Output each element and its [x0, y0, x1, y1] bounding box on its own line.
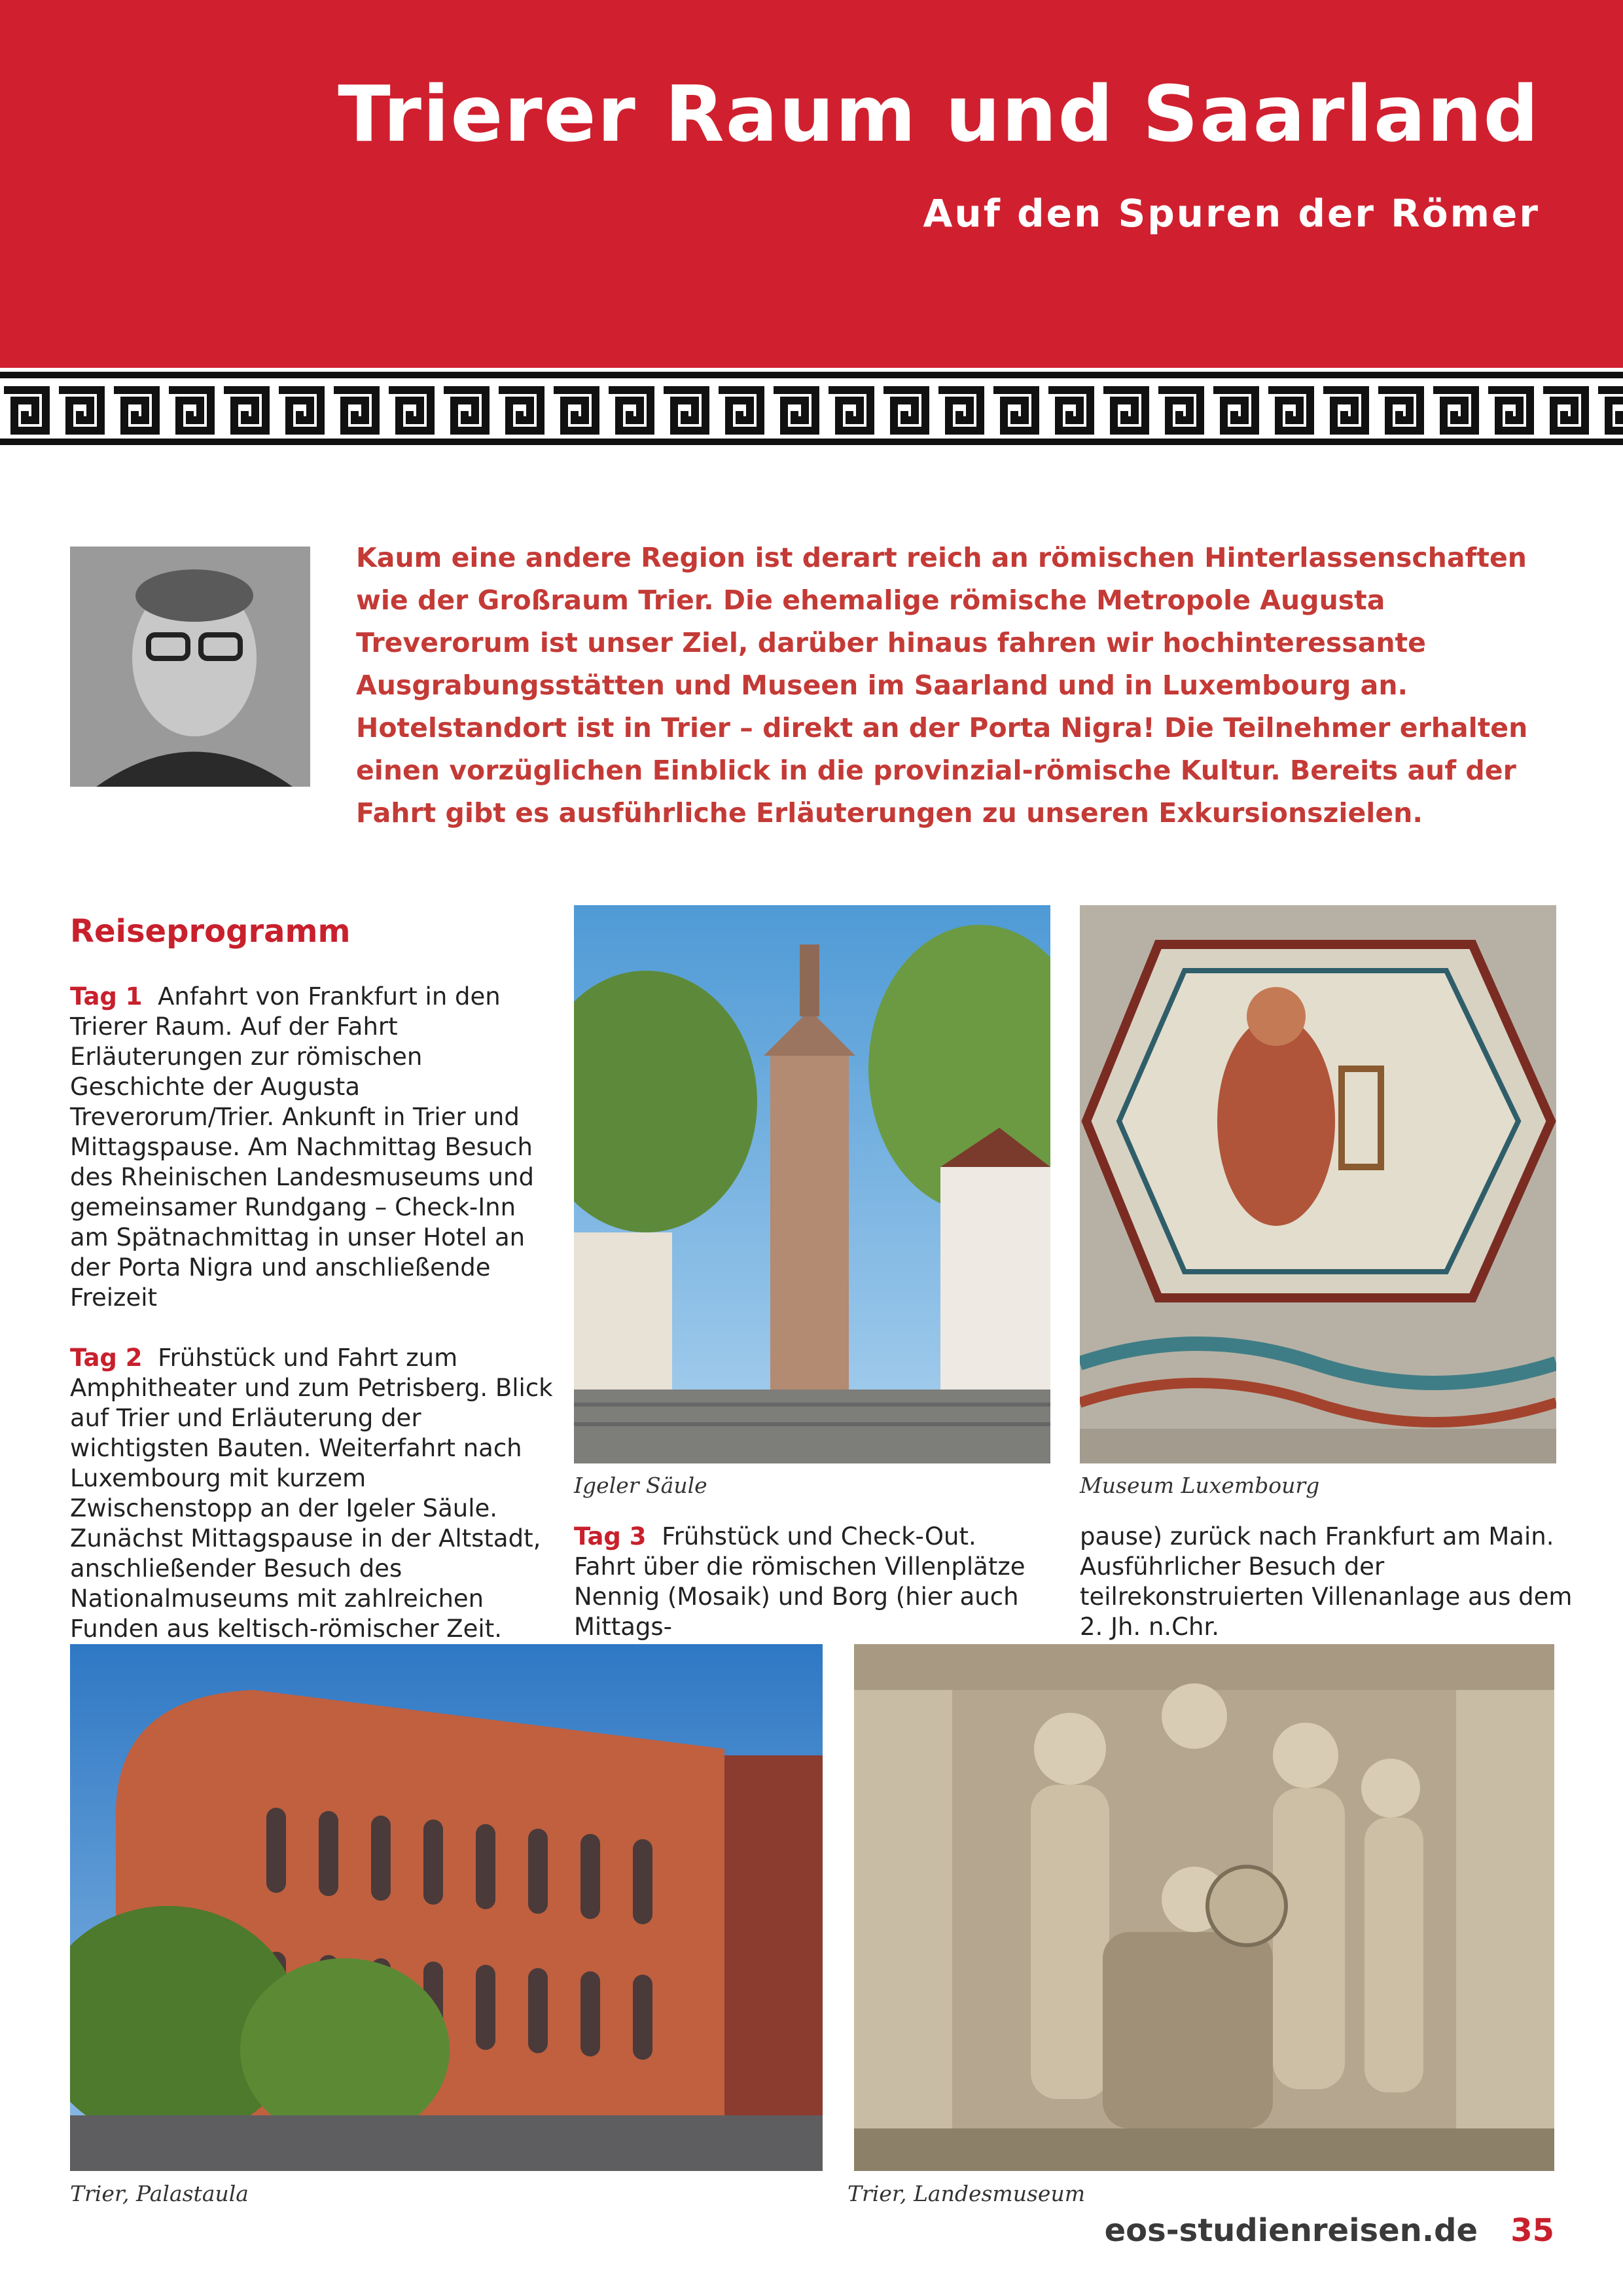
- portrait-photo: [70, 547, 310, 787]
- meander-border: [0, 372, 1623, 445]
- day-tag: Tag 1: [70, 982, 143, 1011]
- header-banner: [0, 0, 1623, 368]
- basilica-caption: Trier, Palastaula: [70, 2181, 249, 2206]
- relief-caption: Trier, Landesmuseum: [847, 2181, 1085, 2206]
- day-text: Frühstück und Check-Out. Fahrt über die römischen Villenplätze Nennig (Mosaik) und Borg (hier auch Mittags-: [574, 1522, 1026, 1641]
- day-entry: [70, 1343, 554, 1674]
- page-title: Trierer Raum und Saarland: [338, 69, 1540, 159]
- day-tag: Tag 2: [70, 1344, 143, 1372]
- program-heading: Reiseprogramm: [70, 913, 351, 950]
- day-text-continuation: pause) zurück nach Frankfurt am Main. Ausführlicher Besuch der teilrekonstruierten Villenanlage aus dem 2. Jh. n.Chr.: [1080, 1522, 1573, 1641]
- mosaic-caption: Museum Luxembourg: [1080, 1473, 1320, 1498]
- program-column-3: [1080, 1522, 1577, 1642]
- mosaic-photo: [1080, 905, 1556, 1463]
- relief-photo: [854, 1644, 1554, 2171]
- day-entry: [574, 1522, 1045, 1642]
- program-column-1: [70, 982, 554, 1704]
- day-entry: [70, 982, 554, 1313]
- footer-website: eos-studienreisen.de: [1104, 2212, 1478, 2249]
- basilica-photo: [70, 1644, 823, 2171]
- intro-paragraph: Kaum eine andere Region ist derart reich an römischen Hinterlassenschaften wie der Großraum Trier. Die ehemalige römische Metropole Augusta Treverorum ist unser Ziel, darüber hinaus fahren wir hochinteressante Ausgrabungsstätten und Museen im Saarland und in Luxembourg an. Hotelstandort ist in Trier – direkt an der Porta Nigra! Die Teilnehmer erhalten einen vorzüglichen Einblick in die provinzial-römische Kultur. Bereits auf der Fahrt gibt es ausführliche Erläuterungen zu unseren Exkursionszielen.: [356, 542, 1528, 829]
- day-text: Anfahrt von Frankfurt in den Trierer Raum. Auf der Fahrt Erläuterungen zur römischen Geschichte der Augusta Treverorum/Trier. Ankunft in Trier und Mittagspause. Am Nachmittag Besuch des Rheinischen Landesmuseums und gemeinsamer Rundgang – Check-Inn am Spätnachmittag in unser Hotel an der Porta Nigra und anschließende Freizeit: [70, 982, 534, 1312]
- page-number: 35: [1510, 2212, 1554, 2249]
- day-text: Frühstück und Fahrt zum Amphitheater und zum Petrisberg. Blick auf Trier und Erläuterung der wichtigsten Bauten. Weiterfahrt nach Luxembourg mit kurzem Zwischenstopp an der Igeler Säule. Zunächst Mittagspause in der Altstadt, anschließender Besuch des Nationalmuseums mit zahlreichen Funden aus keltisch-römischer Zeit.: [70, 1344, 553, 1643]
- program-column-2: [574, 1522, 1045, 1642]
- igel-column-photo: [574, 905, 1050, 1463]
- igel-caption: Igeler Säule: [574, 1473, 707, 1498]
- day-tag: Tag 3: [574, 1522, 647, 1551]
- page-subtitle: Auf den Spuren der Römer: [923, 191, 1540, 236]
